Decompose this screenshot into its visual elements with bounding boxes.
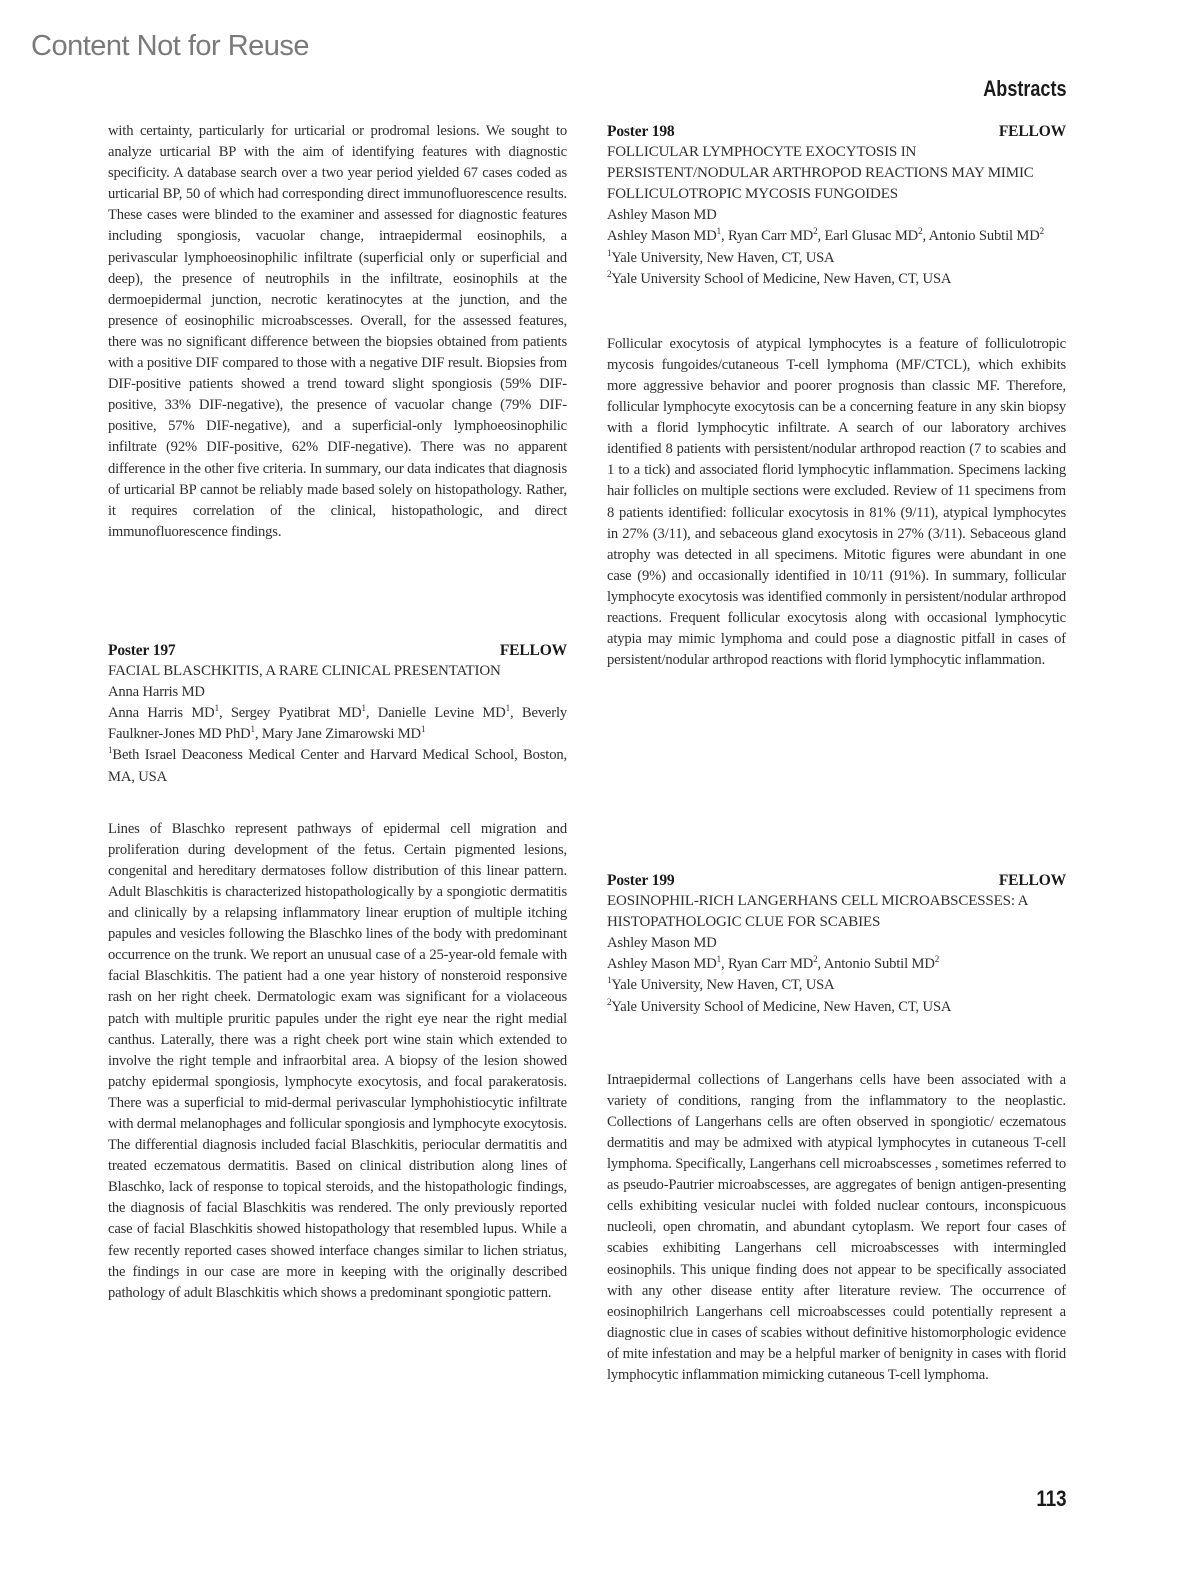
poster-197	[108, 640, 567, 1304]
author-affiliation-mark: 1	[420, 724, 426, 735]
author-affiliation-mark: 2	[813, 226, 818, 237]
author-separator: ,	[922, 228, 929, 245]
author-separator: ,	[721, 956, 728, 973]
poster-header	[607, 870, 1066, 891]
poster-tag: FELLOW	[499, 642, 567, 659]
author-affiliation-mark: 1	[214, 703, 219, 714]
presenter: Ashley Mason MD	[607, 207, 717, 224]
author-name: Ashley Mason MD	[607, 228, 717, 245]
watermark: Content Not for Reuse	[31, 30, 310, 62]
author-affiliation-mark: 2	[918, 226, 923, 237]
author-list	[607, 226, 1066, 247]
author-name: Ryan Carr MD	[728, 228, 814, 245]
presenter: Anna Harris MD	[108, 684, 205, 701]
affiliation-text: Yale University, New Haven, CT, USA	[611, 249, 835, 266]
section-title: Abstracts	[982, 76, 1066, 101]
continued-abstract: with certainty, particularly for urticarial or prodromal lesions. We sought to analyze urticarial BP with the aim of identifying features with diagnostic specificity. A database search over a two year period yielded 67 cases coded as urticarial BP, 50 of which had corresponding direct immunofluorescence results. These cases were blinded to the examiner and assessed for diagnostic features including spongiosis, vacuolar change, intraepidermal eosinophils, a perivascular lymphoeosinophilic infiltrate (superficial only or superficial and deep), the presence of neutrophils in the infiltrate, eosinophils at the dermoepidermal junction, necrotic keratinocytes at the junction, and the presence of eosinophilic microabscesses. Overall, for the assessed features, there was no significant difference between the biopsies obtained from patients with a positive DIF compared to those with a negative DIF result. Biopsies from DIF-positive patients showed a trend toward slight spongiosis (59% DIF-positive, 33% DIF-negative), the presence of vacuolar change (79% DIF-positive, 57% DIF-negative), and a superficial-only lymphoeosinophilic infiltrate (92% DIF-positive, 62% DIF-negative). There was no apparent difference in the other five criteria. In summary, our data indicates that diagnosis of urticarial BP cannot be reliably made based solely on histopathology. Rather, it requires correlation of the clinical, histopathologic, and direct immunofluorescence findings.	[108, 123, 567, 540]
author-name: Danielle Levine MD	[377, 705, 506, 722]
author	[607, 228, 728, 244]
author-separator: ,	[254, 726, 262, 743]
author-name: Antonio Subtil MD	[928, 228, 1040, 245]
author-name: Earl Glusac MD	[824, 228, 919, 245]
affiliation	[607, 269, 1066, 290]
author-name: Anna Harris MD	[108, 705, 215, 722]
author	[108, 705, 231, 721]
author-name: Antonio Subtil MD	[823, 956, 935, 973]
affiliation-mark: 2	[607, 268, 612, 279]
author-name: Ashley Mason MD	[607, 956, 717, 973]
poster-number: Poster 197	[108, 642, 176, 659]
author-affiliation-mark: 1	[361, 703, 366, 714]
poster-tag: FELLOW	[998, 872, 1066, 889]
affiliation	[607, 975, 1066, 996]
poster-title: EOSINOPHIL-RICH LANGERHANS CELL MICROABSCESSES: A HISTOPATHOLOGIC CLUE FOR SCABIES	[607, 893, 1028, 931]
author-affiliation-mark: 2	[1039, 226, 1044, 237]
left-column	[108, 121, 567, 543]
poster-abstract: Intraepidermal collections of Langerhans cells have been associated with a variety of conditions, ranging from the inflammatory to the neoplastic. Collections of Langerhans cells are often observed in spongiotic/ eczematous dermatitis and may be admixed with atypical lymphocytes in cutaneous T-cell lymphoma. Specifically, Langerhans cell microabscesses , sometimes referred to as pseudo-Pautrier microabscesses, are aggregates of benign antigen-presenting cells exhibiting vesicular nuclei with folded nuclear contours, inconspicuous nucleoli, open chromatin, and abundant cytoplasm. We report four cases of scabies exhibiting Langerhans cell microabscesses with intermingled eosinophils. This unique finding does not appear to be specifically associated with any other disease entity after literature review. The occurrence of eosinophilrich Langerhans cell microabscesses could potentially represent a diagnostic clue in cases of scabies without definitive histomorphologic evidence of mite infestation and may be a helpful marker of benignity in cases with florid lymphocytic inflammation mimicking cutaneous T-cell lymphoma.	[607, 1071, 1066, 1383]
author	[824, 956, 939, 972]
affiliation	[607, 997, 1066, 1018]
author-separator: ,	[721, 228, 728, 245]
author	[929, 228, 1044, 244]
poster-header	[607, 121, 1066, 142]
poster-199	[607, 870, 1066, 1386]
author	[728, 956, 824, 972]
author	[262, 726, 425, 742]
poster-abstract: Lines of Blaschko represent pathways of epidermal cell migration and proliferation during development of the fetus. Certain pigmented lesions, congenital and hereditary dermatoses follow distribution of this linear pattern. Adult Blaschkitis is characterized histopathologically by a spongiotic dermatitis and clinically by a relapsing inflammatory linear eruption of multiple itching papules and vesicles following the Blaschko lines of the body with predominant occurrence on the trunk. We report an unusual case of a 25-year-old female with facial Blaschkitis. The patient had a one year history of nonsteroid responsive rash on her right cheek. Dermatologic exam was significant for a violaceous patch with multiple pruritic papules under the right eye near the right medial canthus. Laterally, there was a right cheek port wine stain which extended to involve the right temple and infraorbital area. A biopsy of the lesion showed patchy epidermal spongiosis, lymphocyte exocytosis, and focal parakeratosis. There was a superficial to mid-dermal perivascular lymphohistiocytic infiltrate with dermal melanophages and follicular spongiosis and lymphocyte exocytosis. The differential diagnosis included facial Blaschkitis, periocular dermatitis and treated eczematous dermatitis. Based on clinical distribution along lines of Blaschko, lack of response to topical steroids, and the histopathologic findings, the diagnosis of facial Blaschkitis was rendered. The only previously reported case of facial Blaschkitis showed histopathology that resembled lupus. While a few recently reported cases showed interface changes similar to lichen striatus, the findings in our case are more in keeping with the originally described pathology of adult Blaschkitis which shows a predominant spongiotic pattern.	[108, 820, 567, 1301]
author-list	[607, 954, 1066, 975]
author-name: Sergey Pyatibrat MD	[230, 705, 362, 722]
author-name: Beverly Faulkner-Jones MD PhD	[108, 705, 568, 743]
author-affiliation-mark: 2	[934, 954, 940, 965]
affiliation-mark: 1	[607, 975, 612, 986]
affiliation-mark: 1	[108, 745, 113, 756]
page-number: 113	[1035, 1486, 1066, 1511]
author-separator: ,	[509, 705, 522, 722]
author-separator: ,	[218, 705, 231, 722]
author	[825, 228, 929, 244]
author-affiliation-mark: 2	[813, 954, 818, 965]
author	[231, 705, 378, 721]
poster-tag: FELLOW	[998, 123, 1066, 140]
poster-header	[108, 640, 567, 661]
author-affiliation-mark: 1	[250, 724, 255, 735]
affiliation-text: Yale University School of Medicine, New Haven, CT, USA	[611, 998, 952, 1015]
author-affiliation-mark: 1	[505, 703, 510, 714]
affiliation	[607, 248, 1066, 269]
author-name: Mary Jane Zimarowski MD	[261, 726, 421, 743]
author-affiliation-mark: 1	[716, 954, 721, 965]
poster-number: Poster 198	[607, 123, 675, 140]
poster-198	[607, 121, 1066, 671]
affiliation-text: Beth Israel Deaconess Medical Center and Harvard Medical School, Boston, MA, USA	[108, 747, 567, 785]
author	[378, 705, 522, 721]
author-separator: ,	[365, 705, 378, 722]
poster-title: FOLLICULAR LYMPHOCYTE EXOCYTOSIS IN PERSISTENT/NODULAR ARTHROPOD REACTIONS MAY MIMIC FOLLICULOTROPIC MYCOSIS FUNGOIDES	[607, 144, 1034, 203]
poster-abstract: Follicular exocytosis of atypical lymphocytes is a feature of folliculotropic mycosis fungoides/cutaneous T-cell lymphoma (MF/CTCL), which exhibits more aggressive behavior and poorer prognosis than classic MF. Therefore, follicular lymphocyte exocytosis can be a concerning feature in any skin biopsy with a florid lymphocytic infiltrate. A search of our laboratory archives identified 8 patients with persistent/nodular arthropod reaction (7 to scabies and 1 to a tick) and associated florid lymphocytic inflammation. Specimens lacking hair follicles on multiple sections were excluded. Review of 11 specimens from 8 patients identified: follicular exocytosis in 81% (9/11), atypical lymphocytes in 27% (3/11), and sebaceous gland exocytosis in 27% (3/11). Sebaceous gland atrophy was detected in all specimens. Mitotic figures were abundant in one case (9%) and occasionally identified in 10/11 (91%). In summary, follicular lymphocyte exocytosis was identified commonly in persistent/nodular arthropod reactions. Frequent follicular exocytosis along with occasional lymphocytic atypia may mimic lymphoma and could pose a diagnostic pitfall in cases of persistent/nodular arthropod reactions with florid lymphocytic inflammation.	[607, 335, 1066, 669]
affiliation-mark: 1	[607, 247, 612, 258]
author	[607, 956, 728, 972]
presenter: Ashley Mason MD	[607, 935, 717, 952]
poster-title: FACIAL BLASCHKITIS, A RARE CLINICAL PRESENTATION	[108, 663, 501, 680]
author-affiliation-mark: 1	[716, 226, 721, 237]
author-separator: ,	[817, 228, 825, 245]
author-separator: ,	[817, 956, 824, 973]
author-name: Ryan Carr MD	[728, 956, 814, 973]
poster-number: Poster 199	[607, 872, 675, 889]
author	[728, 228, 825, 244]
affiliation	[108, 745, 567, 787]
author-list	[108, 703, 567, 745]
affiliation-text: Yale University School of Medicine, New Haven, CT, USA	[611, 270, 952, 287]
affiliation-mark: 2	[607, 996, 612, 1007]
affiliation-text: Yale University, New Haven, CT, USA	[611, 977, 835, 994]
